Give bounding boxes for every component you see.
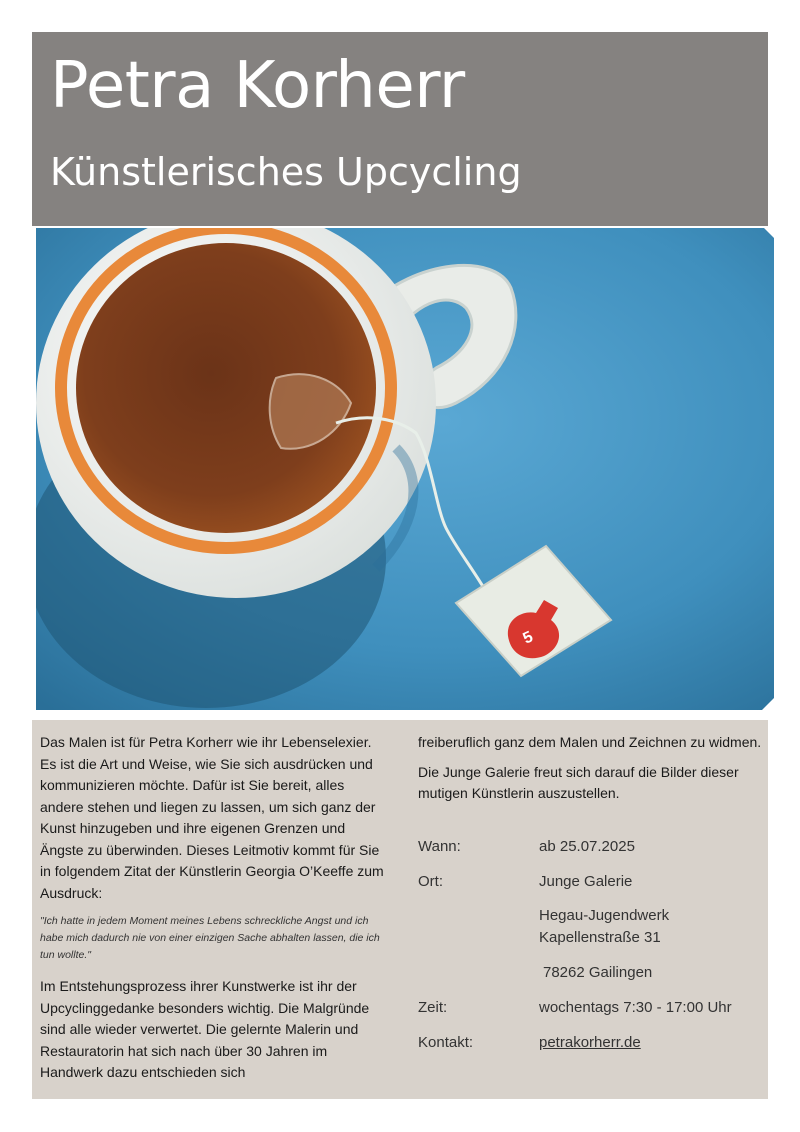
- place-line-3: Kapellenstraße 31: [539, 929, 661, 946]
- when-value: ab 25.07.2025: [539, 838, 635, 855]
- continuation-paragraph: freiberuflich ganz dem Malen und Zeichnen zu widmen.: [418, 734, 762, 750]
- place-line-1: Junge Galerie: [539, 873, 633, 890]
- place-line-2: Hegau-Jugendwerk: [539, 907, 670, 924]
- artist-name: Petra Korherr: [50, 49, 465, 123]
- exhibition-subtitle: Künstlerisches Upcycling: [50, 150, 522, 194]
- gallery-paragraph: Die Junge Galerie freut sich darauf die Bilder dieser mutigen Künstlerin auszustellen.: [418, 763, 739, 801]
- tea-cup-painting: [36, 228, 774, 710]
- description-left-column: [40, 732, 385, 1084]
- upcycling-paragraph: Im Entstehungsprozess ihrer Kunstwerke ist ihr der Upcyclinggedanke besonders wichtig. Die Malgründe sind alle wieder verwertet. Die gelernte Malerin und Restauratorin hat sich nach über 30 Jahren im Handwerk dazu entschieden sich: [40, 978, 370, 1080]
- svg-text:5: 5: [520, 628, 536, 648]
- when-label: Wann:: [418, 838, 461, 855]
- time-label: Zeit:: [418, 999, 448, 1016]
- description-right-column: [418, 732, 763, 813]
- place-label: Ort:: [418, 873, 443, 890]
- intro-paragraph: Das Malen ist für Petra Korherr wie ihr Lebenselexier. Es ist die Art und Weise, wie Sie sich ausdrücken und kommunizieren möchte. Dafür ist Sie bereit, alles andere stehen und liegen zu lassen, um sich ganz der Kunst hinzugeben und ihre eigenen Grenzen und Ängste zu überwinden. Dieses Leitmotiv kommt für Sie in folgendem Zitat der Künstlerin Georgia O’Keeffe zum Ausdruck:: [40, 734, 384, 901]
- contact-label: Kontakt:: [418, 1034, 474, 1051]
- okeeffe-quote: "Ich hatte in jedem Moment meines Lebens schreckliche Angst und ich habe mich dadurch nie von einer einzigen Sache abhalten lassen, die ich tun wollte.": [40, 915, 380, 961]
- contact-link[interactable]: petrakorherr.de: [539, 1034, 641, 1051]
- place-line-4: 78262 Gailingen: [543, 964, 653, 981]
- title-banner: [32, 32, 768, 226]
- time-value: wochentags 7:30 - 17:00 Uhr: [539, 999, 732, 1016]
- info-panel: [32, 720, 768, 1099]
